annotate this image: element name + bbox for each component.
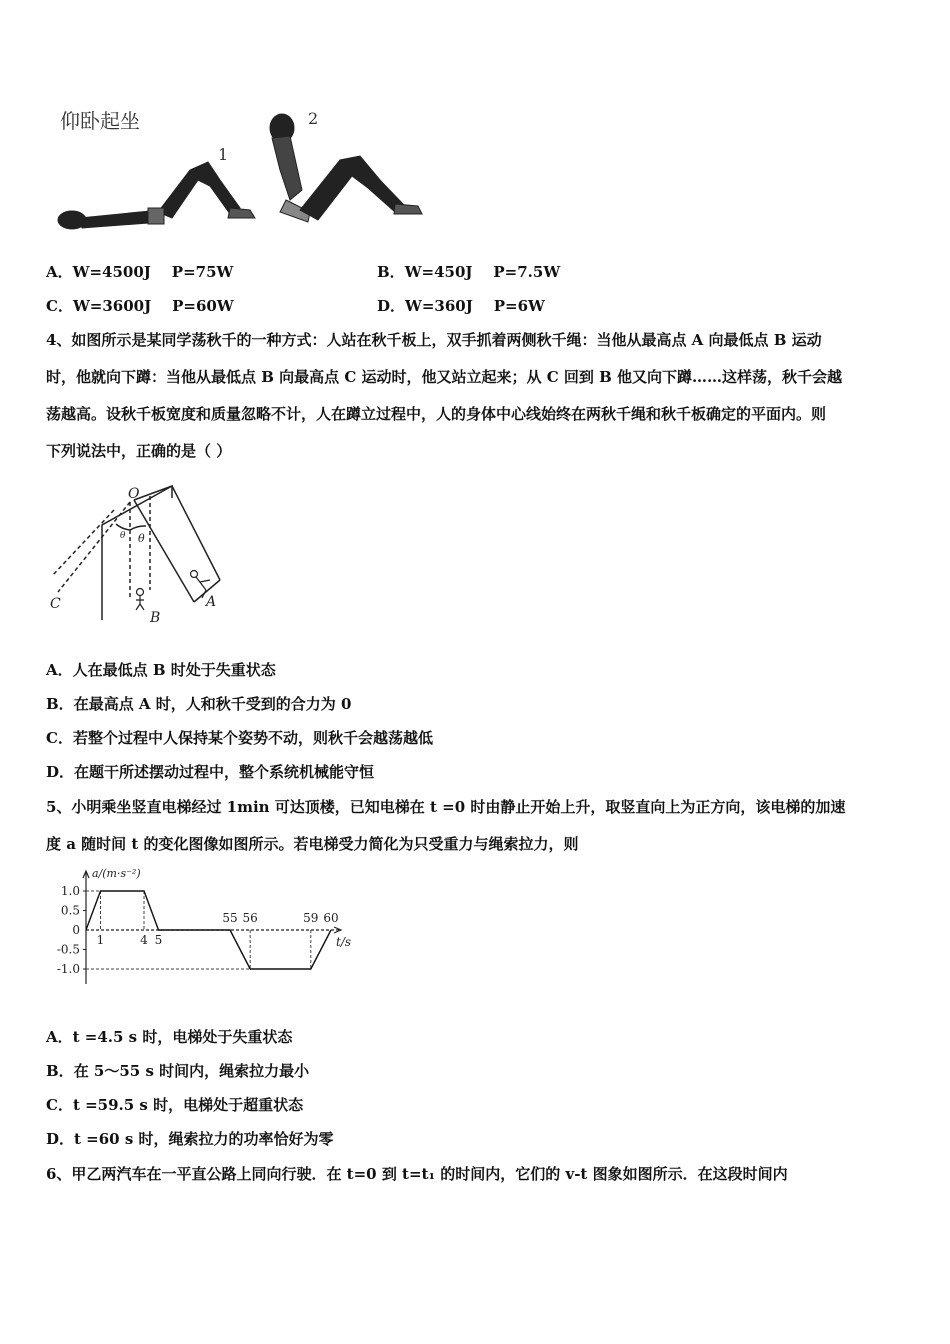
person-2-situp xyxy=(270,114,422,222)
label-C: C xyxy=(50,596,61,612)
q5-stem-line-1: 5、小明乘坐竖直电梯经过 1min 可达顶楼，已知电梯在 t =0 时由静止开始上升，取竖直向上为正方向，该电梯的加速 xyxy=(46,798,846,816)
q4-stem-line-1: 4、如图所示是某同学荡秋千的一种方式：人站在秋千板上，双手抓着两侧秋千绳：当他从最高点 A 向最低点 B 运动 xyxy=(46,331,822,349)
y-tick-label: -0.5 xyxy=(56,942,80,957)
y-axis-label: a/(m·s⁻²) xyxy=(92,867,141,880)
situp-title: 仰卧起坐 xyxy=(60,109,140,133)
label-2: 2 xyxy=(308,109,319,128)
person-1-lying xyxy=(58,162,255,229)
acceleration-chart xyxy=(40,862,370,992)
q5-option-b: B．在 5～55 s 时间内，绳索拉力最小 xyxy=(46,1062,310,1080)
x-tick-label: 4 xyxy=(140,933,148,947)
q4-option-a: A．人在最低点 B 时处于失重状态 xyxy=(46,661,276,679)
y-tick-label: -1.0 xyxy=(56,962,80,976)
q5-option-c: C．t =59.5 s 时，电梯处于超重状态 xyxy=(46,1096,304,1114)
q6-stem-line-1: 6、甲乙两汽车在一平直公路上同向行驶．在 t=0 到 t=t₁ 的时间内，它们的 v-t 图象如图所示．在这段时间内 xyxy=(46,1165,788,1183)
label-B: B xyxy=(150,610,161,626)
y-tick-label: 1.0 xyxy=(60,884,80,898)
label-1: 1 xyxy=(218,145,229,164)
x-tick-label: 59 xyxy=(303,911,319,925)
x-tick-label: 1 xyxy=(96,933,105,947)
y-tick-label: 0 xyxy=(72,923,80,937)
y-tick-label: 0.5 xyxy=(60,903,80,918)
q5-option-a: A．t =4.5 s 时，电梯处于失重状态 xyxy=(46,1028,293,1046)
x-tick-label: 60 xyxy=(323,911,339,925)
swing-figure xyxy=(44,480,244,630)
situp-figure xyxy=(50,100,450,250)
q4-stem-line-4: 下列说法中，正确的是（ ） xyxy=(46,442,232,460)
q5-option-d: D．t =60 s 时，绳索拉力的功率恰好为零 xyxy=(46,1130,334,1148)
x-axis-label: t/s xyxy=(336,935,352,949)
q4-option-b: B．在最高点 A 时，人和秋千受到的合力为 0 xyxy=(46,695,352,713)
q3-option-a: A．W=4500J P=75W xyxy=(46,263,234,281)
q4-stem-line-3: 荡越高。设秋千板宽度和质量忽略不计，人在蹲立过程中，人的身体中心线始终在两秋千绳和秋千板确定的平面内。则 xyxy=(46,405,827,423)
q4-option-c: C．若整个过程中人保持某个姿势不动，则秋千会越荡越低 xyxy=(46,729,433,747)
q3-option-b: B．W=450J P=7.5W xyxy=(377,263,561,281)
x-tick-label: 5 xyxy=(154,933,163,947)
x-tick-label: 56 xyxy=(242,911,258,925)
label-O: O xyxy=(128,486,140,502)
label-theta: θ xyxy=(138,532,145,545)
label-theta2: θ xyxy=(120,531,126,541)
q3-option-c: C．W=3600J P=60W xyxy=(46,297,234,315)
q4-stem-line-2: 时，他就向下蹲：当他从最低点 B 向最高点 C 运动时，他又站立起来；从 C 回到 B 他又向下蹲……这样荡，秋千会越 xyxy=(46,368,843,386)
q3-option-d: D．W=360J P=6W xyxy=(377,297,545,315)
q4-option-d: D．在题干所述摆动过程中，整个系统机械能守恒 xyxy=(46,763,375,781)
label-A: A xyxy=(206,594,217,610)
q5-stem-line-2: 度 a 随时间 t 的变化图像如图所示。若电梯受力简化为只受重力与绳索拉力，则 xyxy=(46,835,579,853)
x-tick-label: 55 xyxy=(222,911,238,925)
